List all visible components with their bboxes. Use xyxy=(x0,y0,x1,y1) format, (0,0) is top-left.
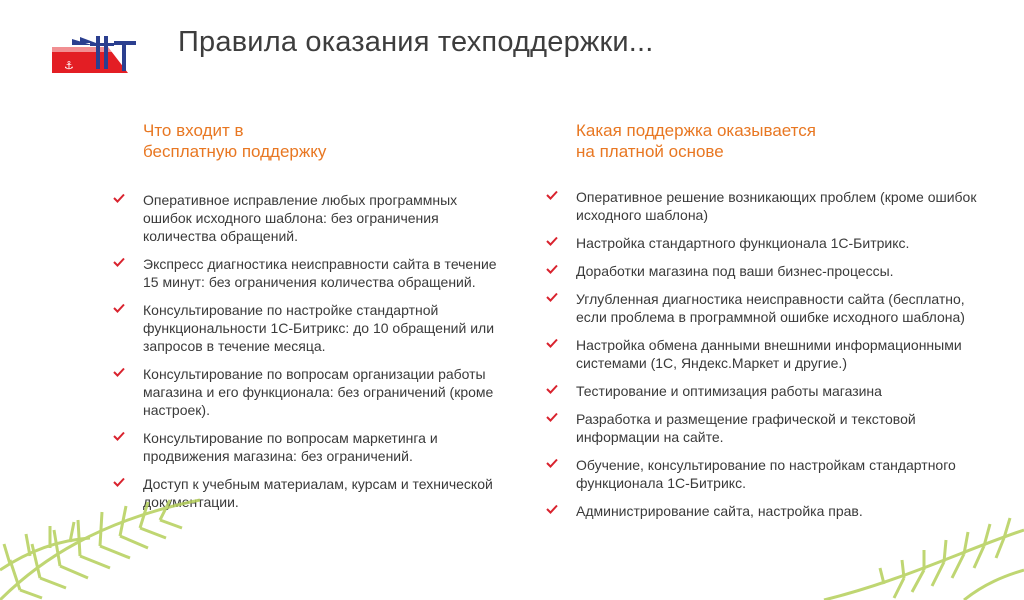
list-item-text: Консультирование по настройке стандартной функциональности 1С-Битрикс: до 10 обращений или запросов в течение месяца. xyxy=(143,302,495,354)
check-icon xyxy=(113,257,125,267)
check-icon xyxy=(546,190,558,200)
list-item xyxy=(543,456,983,492)
svg-text:⚓: ⚓ xyxy=(64,59,74,72)
check-icon xyxy=(546,504,558,514)
list-item xyxy=(543,502,983,520)
list-item-text: Доработки магазина под ваши бизнес-процессы. xyxy=(576,263,894,279)
list-item-text: Обучение, консультирование по настройкам стандартного функционала 1С-Битрикс. xyxy=(576,457,956,491)
list-item xyxy=(110,475,500,511)
list-item-text: Доступ к учебным материалам, курсам и технической документации. xyxy=(143,476,493,510)
list-item xyxy=(110,429,500,465)
list-item-text: Консультирование по вопросам организации работы магазина и его функционала: без ограничений (кроме настроек). xyxy=(143,366,494,418)
paid-support-column xyxy=(543,120,983,530)
paid-support-heading: Какая поддержка оказывается на платной основе xyxy=(576,121,816,161)
list-item-text: Администрирование сайта, настройка прав. xyxy=(576,503,863,519)
check-icon xyxy=(546,264,558,274)
list-item xyxy=(543,382,983,400)
check-icon xyxy=(546,236,558,246)
list-item xyxy=(543,410,983,446)
list-item xyxy=(543,290,983,326)
list-item-text: Углубленная диагностика неисправности сайта (бесплатно, если проблема в программной ошибке исходного шаблона) xyxy=(576,291,965,325)
check-icon xyxy=(113,477,125,487)
list-item xyxy=(110,301,500,355)
free-support-heading: Что входит в бесплатную поддержку xyxy=(143,121,327,161)
list-item-text: Тестирование и оптимизация работы магазина xyxy=(576,383,882,399)
check-icon xyxy=(113,303,125,313)
list-item-text: Настройка стандартного функционала 1С-Битрикс. xyxy=(576,235,910,251)
page-title: Правила оказания техподдержки... xyxy=(178,26,654,58)
check-icon xyxy=(113,193,125,203)
check-icon xyxy=(113,431,125,441)
list-item-text: Экспресс диагностика неисправности сайта в течение 15 минут: без ограничения количества обращений. xyxy=(143,256,497,290)
paid-support-list xyxy=(543,188,983,520)
list-item-text: Разработка и размещение графической и текстовой информации на сайте. xyxy=(576,411,916,445)
check-icon xyxy=(546,384,558,394)
list-item xyxy=(110,365,500,419)
list-item xyxy=(543,234,983,252)
list-item xyxy=(110,191,500,245)
list-item-text: Консультирование по вопросам маркетинга и продвижения магазина: без ограничений. xyxy=(143,430,438,464)
free-support-list xyxy=(110,191,500,511)
check-icon xyxy=(546,412,558,422)
list-item xyxy=(543,262,983,280)
list-item-text: Оперативное решение возникающих проблем (кроме ошибок исходного шаблона) xyxy=(576,189,977,223)
company-logo xyxy=(50,33,138,79)
free-support-column xyxy=(110,120,500,521)
check-icon xyxy=(546,458,558,468)
list-item xyxy=(543,188,983,224)
list-item xyxy=(110,255,500,291)
list-item xyxy=(543,336,983,372)
list-item-text: Настройка обмена данными внешними информационными системами (1С, Яндекс.Маркет и другие.) xyxy=(576,337,962,371)
list-item-text: Оперативное исправление любых программных ошибок исходного шаблона: без ограничения количества обращений. xyxy=(143,192,458,244)
check-icon xyxy=(546,338,558,348)
check-icon xyxy=(546,292,558,302)
check-icon xyxy=(113,367,125,377)
